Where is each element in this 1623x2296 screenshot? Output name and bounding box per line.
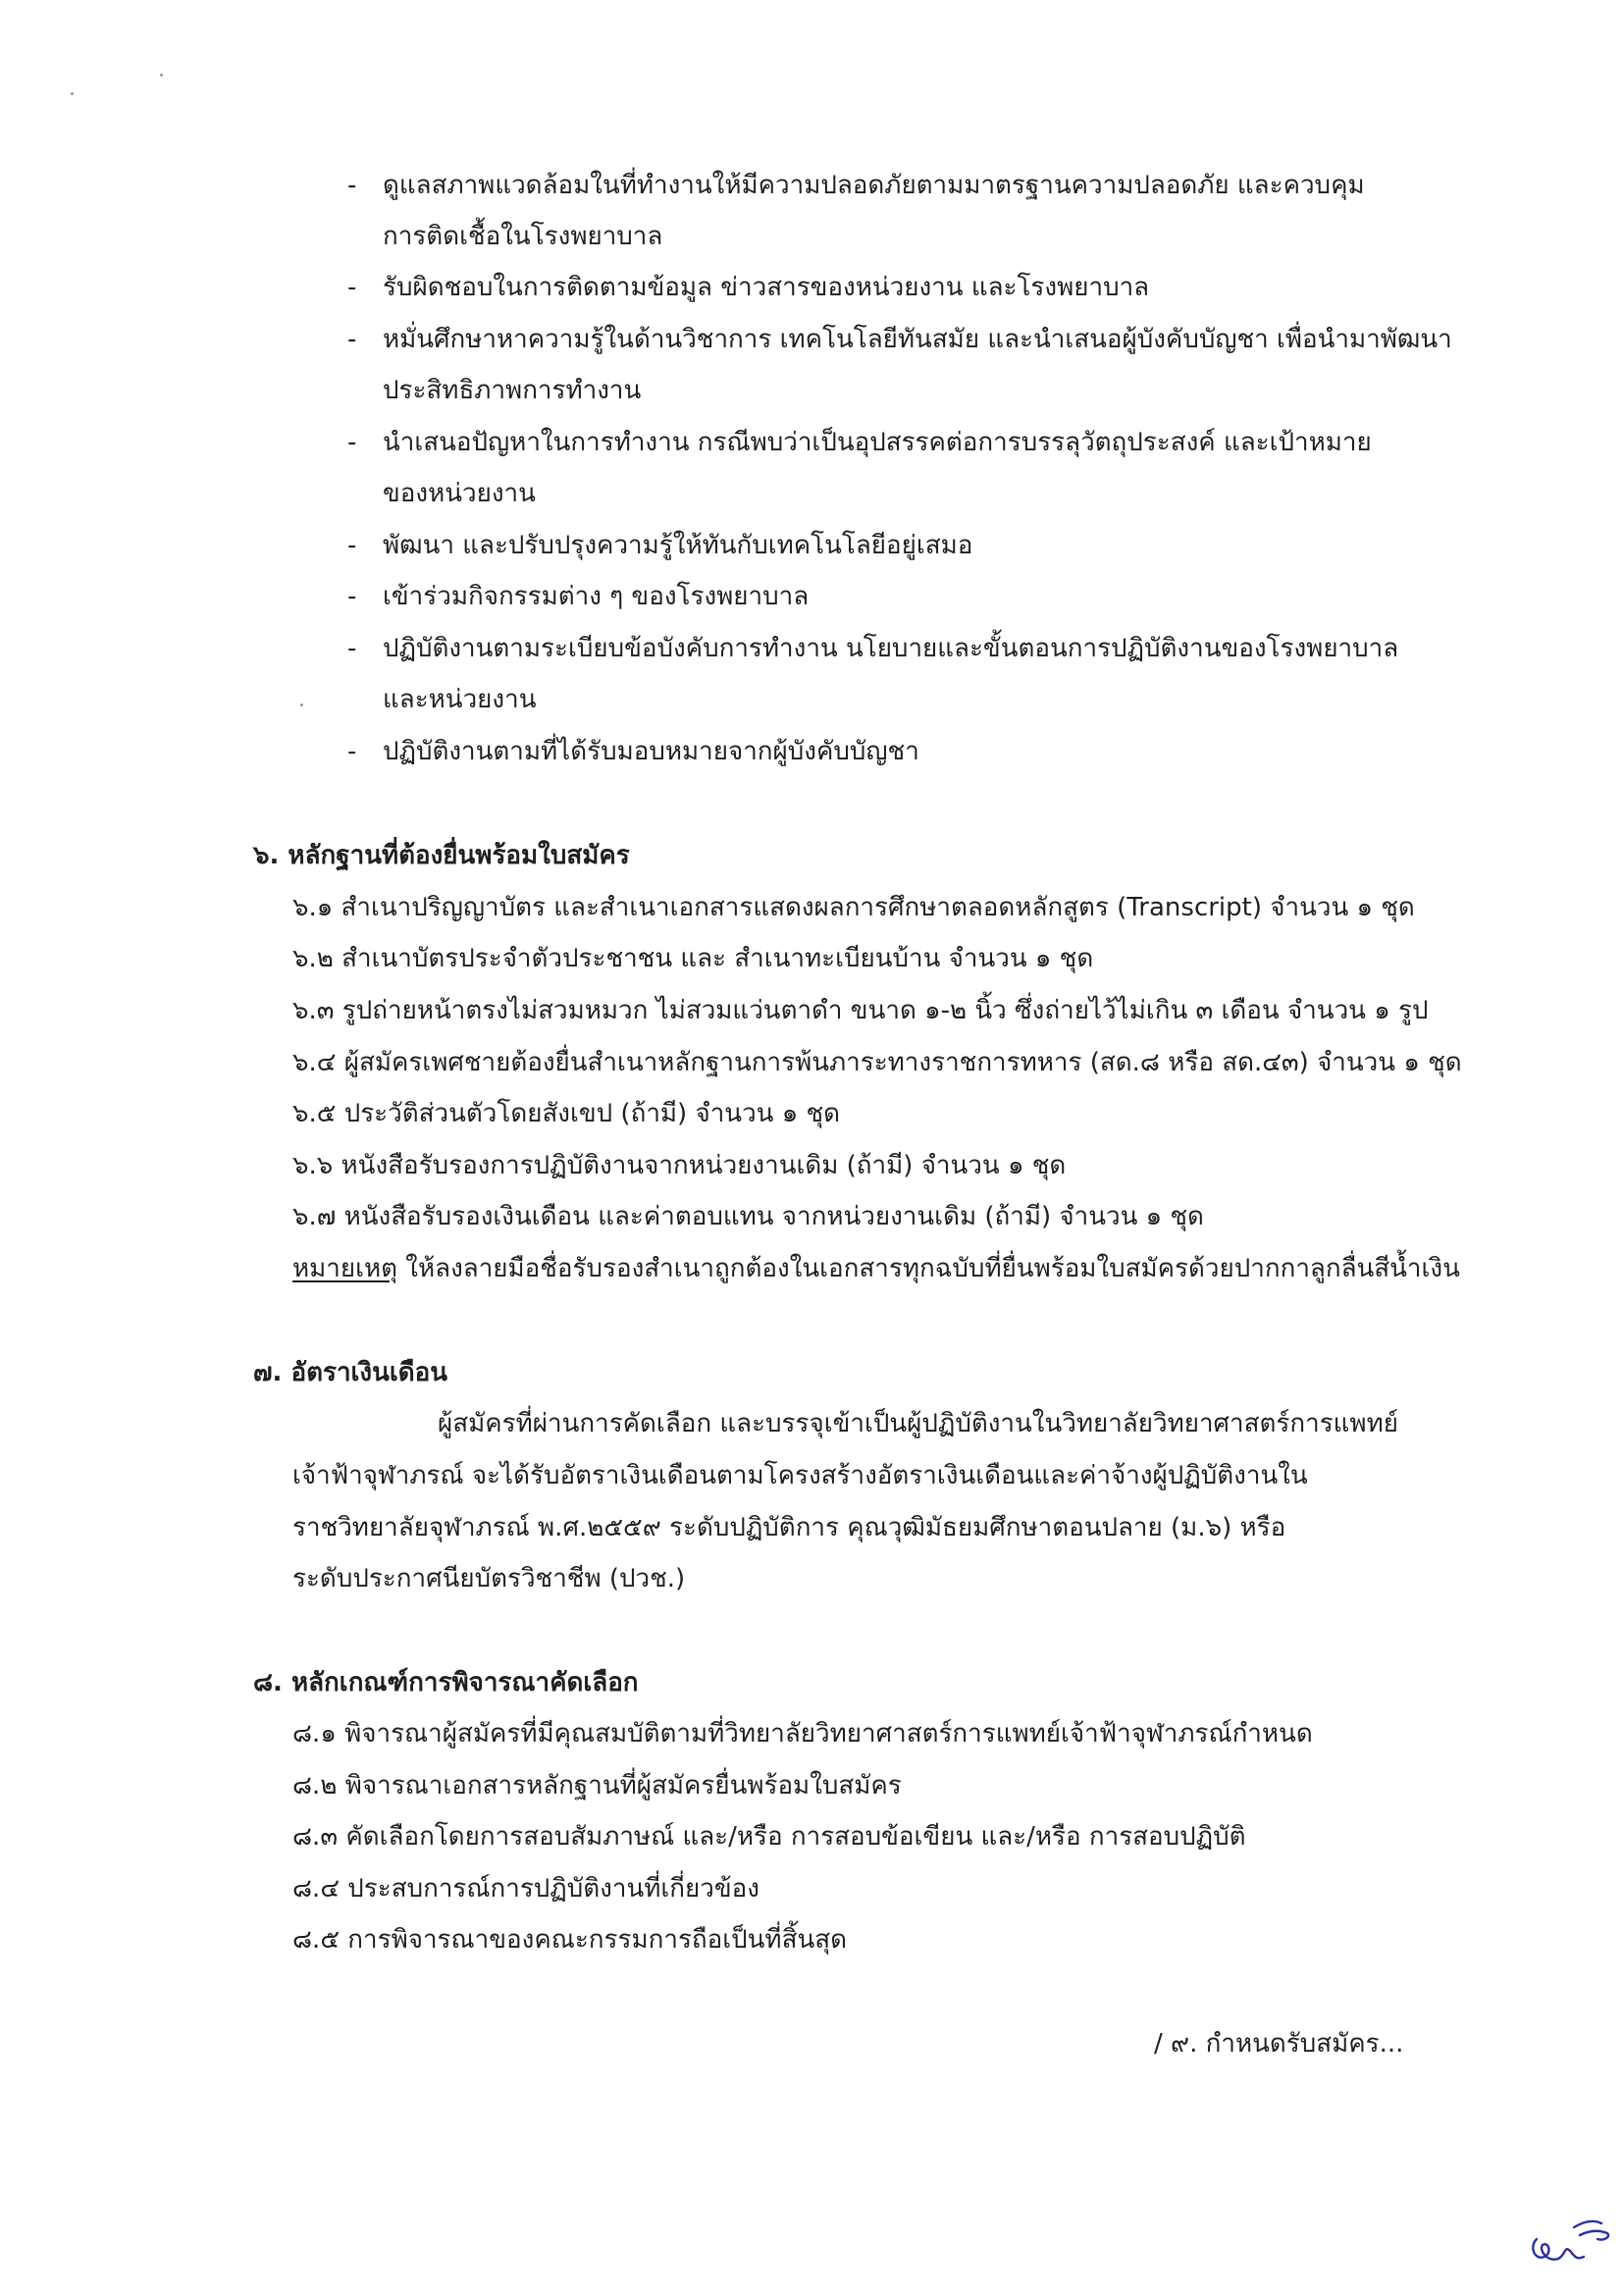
list-item: ๘.๕ การพิจารณาของคณะกรรมการถือเป็นที่สิ้นสุด <box>292 1925 847 1955</box>
duty-item-line: เข้าร่วมกิจกรรมต่าง ๆ ของโรงพยาบาล <box>383 582 810 611</box>
paragraph-line: ราชวิทยาลัยจุฬาภรณ์ พ.ศ.๒๕๕๙ ระดับปฏิบัติการ คุณวุฒิมัธยมศึกษาตอนปลาย (ม.๖) หรือ <box>292 1513 1286 1542</box>
paragraph-line: เจ้าฟ้าจุฬาภรณ์ จะได้รับอัตราเงินเดือนตามโครงสร้างอัตราเงินเดือนและค่าจ้างผู้ปฏิบัติงานใน <box>292 1461 1308 1490</box>
duty-item-line: หมั่นศึกษาหาความรู้ในด้านวิชาการ เทคโนโลยีทันสมัย และนำเสนอผู้บังคับบัญชา เพื่อนำมาพัฒนา <box>383 325 1452 354</box>
list-item: ๘.๓ คัดเลือกโดยการสอบสัมภาษณ์ และ/หรือ การสอบข้อเขียน และ/หรือ การสอบปฏิบัติ <box>292 1822 1246 1852</box>
bullet-dash: - <box>347 634 357 663</box>
list-item: ๖.๓ รูปถ่ายหน้าตรงไม่สวมหมวก ไม่สวมแว่นตาดำ ขนาด ๑-๒ นิ้ว ซึ่งถ่ายไว้ไม่เกิน ๓ เดือน จำนวน ๑ รูป <box>292 996 1429 1025</box>
list-item: ๘.๒ พิจารณาเอกสารหลักฐานที่ผู้สมัครยื่นพร้อมใบสมัคร <box>292 1771 902 1800</box>
duty-item-line: ปฏิบัติงานตามที่ได้รับมอบหมายจากผู้บังคับบัญชา <box>383 737 919 766</box>
list-item: ๖.๖ หนังสือรับรองการปฏิบัติงานจากหน่วยงานเดิม (ถ้ามี) จำนวน ๑ ชุด <box>292 1151 1067 1180</box>
bullet-dash: - <box>347 428 357 457</box>
duty-item-line: ดูแลสภาพแวดล้อมในที่ทำงานให้มีความปลอดภัยตามมาตรฐานความปลอดภัย และควบคุม <box>383 171 1365 200</box>
note-label: หมายเหตุ <box>292 1254 398 1283</box>
scan-speck <box>160 74 163 77</box>
section-heading: ๖. หลักฐานที่ต้องยื่นพร้อมใบสมัคร <box>253 841 630 870</box>
list-item: ๖.๕ ประวัติส่วนตัวโดยสังเขป (ถ้ามี) จำนวน ๑ ชุด <box>292 1099 841 1128</box>
list-item: ๖.๑ สำเนาปริญญาบัตร และสำเนาเอกสารแสดงผลการศึกษาตลอดหลักสูตร (Transcript) จำนวน ๑ ชุด <box>292 893 1415 922</box>
bullet-dash: - <box>347 273 357 302</box>
section-heading: ๘. หลักเกณฑ์การพิจารณาคัดเลือก <box>253 1668 639 1697</box>
bullet-dash: - <box>347 171 357 200</box>
list-item: ๖.๗ หนังสือรับรองเงินเดือน และค่าตอบแทน จากหน่วยงานเดิม (ถ้ามี) จำนวน ๑ ชุด <box>292 1202 1204 1231</box>
bullet-dash: - <box>347 582 357 611</box>
duty-item-line: ประสิทธิภาพการทำงาน <box>383 376 642 405</box>
bullet-dash: - <box>347 737 357 766</box>
duty-item-line: รับผิดชอบในการติดตามข้อมูล ข่าวสารของหน่วยงาน และโรงพยาบาล <box>383 273 1150 302</box>
duty-item-line: นำเสนอปัญหาในการทำงาน กรณีพบว่าเป็นอุปสรรคต่อการบรรลุวัตถุประสงค์ และเป้าหมาย <box>383 428 1372 457</box>
duty-item-line: ปฏิบัติงานตามระเบียบข้อบังคับการทำงาน นโยบายและขั้นตอนการปฏิบัติงานของโรงพยาบาล <box>383 634 1399 663</box>
bullet-dash: - <box>347 325 357 354</box>
scan-speck <box>300 704 303 706</box>
duty-item-line: พัฒนา และปรับปรุงความรู้ให้ทันกับเทคโนโลยีอยู่เสมอ <box>383 531 973 560</box>
paragraph-line: ผู้สมัครที่ผ่านการคัดเลือก และบรรจุเข้าเป็นผู้ปฏิบัติงานในวิทยาลัยวิทยาศาสตร์การแพทย์ <box>438 1409 1398 1438</box>
continuation-text: / ๙. กำหนดรับสมัคร... <box>1154 2029 1404 2059</box>
list-item: ๖.๔ ผู้สมัครเพศชายต้องยื่นสำเนาหลักฐานการพ้นภาระทางราชการทหาร (สด.๘ หรือ สด.๔๓) จำนวน ๑ ชุด <box>292 1048 1462 1077</box>
duty-item-line: การติดเชื้อในโรงพยาบาล <box>383 222 663 251</box>
bullet-dash: - <box>347 531 357 560</box>
duty-item-line: และหน่วยงาน <box>383 685 537 714</box>
section-heading: ๗. อัตราเงินเดือน <box>253 1358 448 1387</box>
paragraph-line: ระดับประกาศนียบัตรวิชาชีพ (ปวช.) <box>292 1564 686 1593</box>
note-text: ให้ลงลายมือชื่อรับรองสำเนาถูกต้องในเอกสารทุกฉบับที่ยื่นพร้อมใบสมัครด้วยปากกาลูกลื่นสีน้ำเงิน <box>397 1254 1460 1283</box>
list-item: ๖.๒ สำเนาบัตรประจำตัวประชาชน และ สำเนาทะเบียนบ้าน จำนวน ๑ ชุด <box>292 944 1094 973</box>
list-item: ๘.๔ ประสบการณ์การปฏิบัติงานที่เกี่ยวข้อง <box>292 1874 759 1904</box>
duty-item-line: ของหน่วยงาน <box>383 479 536 508</box>
scan-speck <box>71 92 74 95</box>
list-item: ๘.๑ พิจารณาผู้สมัครที่มีคุณสมบัติตามที่วิทยาลัยวิทยาศาสตร์การแพทย์เจ้าฟ้าจุฬาภรณ์กำหนด <box>292 1719 1313 1748</box>
handwritten-initials <box>1519 2198 1623 2276</box>
note-line <box>292 1250 1460 1287</box>
